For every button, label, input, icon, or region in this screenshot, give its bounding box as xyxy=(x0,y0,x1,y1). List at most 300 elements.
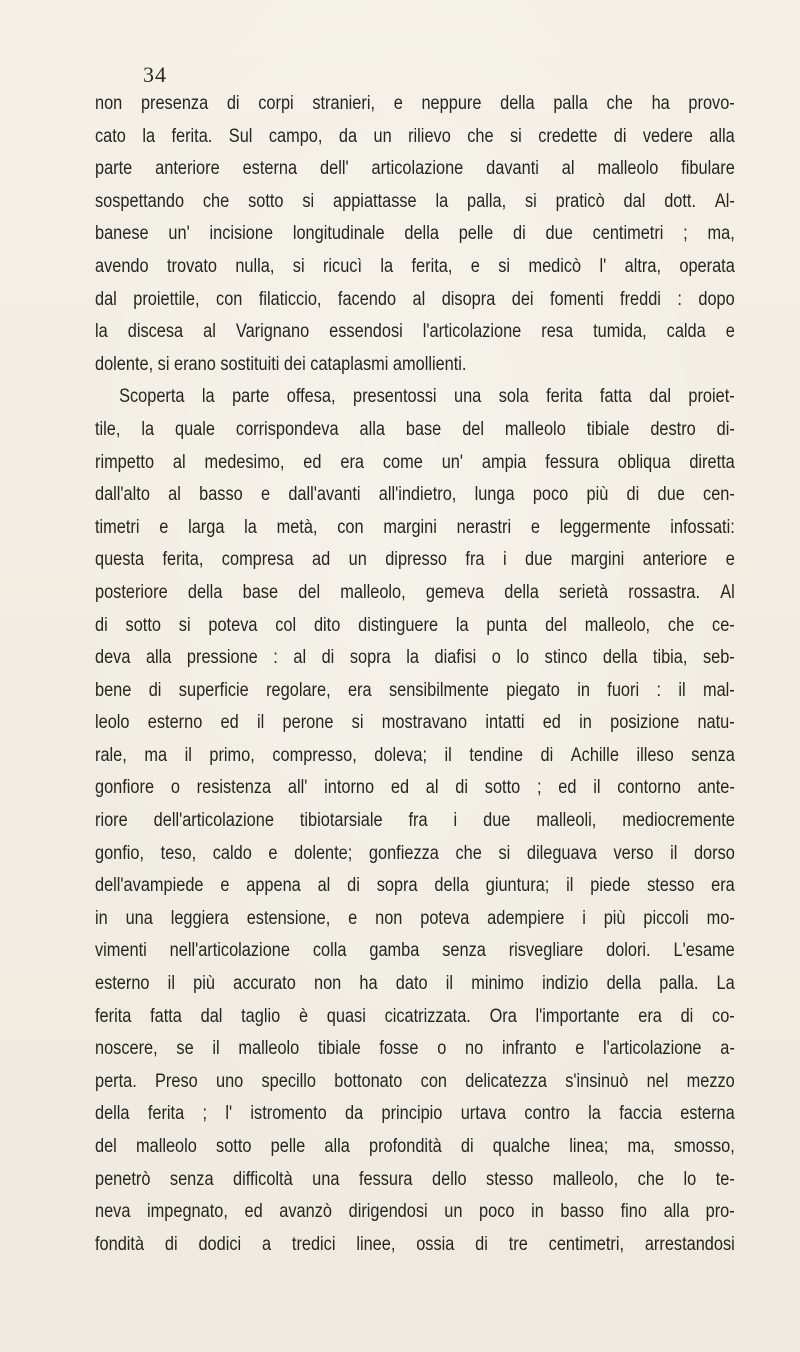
word: sotto xyxy=(216,1136,252,1157)
word: campo, xyxy=(268,125,323,147)
word: esterno xyxy=(147,712,203,734)
word: e xyxy=(470,255,480,277)
word: un xyxy=(444,1201,463,1223)
word: nulla, xyxy=(235,255,275,277)
text-line xyxy=(95,1066,735,1099)
word: sopra xyxy=(349,647,391,669)
word: bene xyxy=(95,679,132,701)
word: di xyxy=(613,125,627,147)
word: di xyxy=(626,484,640,506)
word: noscere, xyxy=(95,1038,158,1060)
word: fondità xyxy=(95,1233,145,1255)
word: da xyxy=(345,1103,364,1125)
word: e xyxy=(530,516,540,538)
text-line xyxy=(95,121,735,154)
word: base xyxy=(405,418,442,440)
word: medicò xyxy=(528,255,582,277)
word: dal xyxy=(623,190,646,212)
word: della xyxy=(606,973,642,995)
word: in xyxy=(577,679,590,701)
word: dall'avanti xyxy=(288,484,361,506)
word: era xyxy=(711,875,735,897)
word: del xyxy=(462,418,485,440)
word: centimetri, xyxy=(548,1233,625,1255)
word: larga xyxy=(188,516,225,538)
word: due xyxy=(545,223,573,245)
word: ferita. xyxy=(171,125,213,147)
word: specillo xyxy=(261,1070,316,1092)
word: in xyxy=(579,712,592,734)
word: taglio xyxy=(241,1005,281,1027)
word: cen- xyxy=(703,484,735,506)
word: vimenti xyxy=(95,940,147,962)
word: del xyxy=(298,581,321,603)
word: dorso xyxy=(693,842,735,864)
text-line xyxy=(95,381,735,414)
word: a- xyxy=(720,1038,735,1060)
word: era xyxy=(340,451,364,473)
word: leggermente xyxy=(559,516,651,538)
word: presenza xyxy=(140,93,209,114)
word: ma, xyxy=(707,223,735,245)
word: la xyxy=(406,647,419,669)
text-line xyxy=(95,903,735,936)
word: avendo xyxy=(95,255,149,277)
word: alla xyxy=(663,1201,690,1223)
word: più xyxy=(193,973,215,995)
word: malleolo, xyxy=(584,614,651,636)
word: lo xyxy=(683,1168,697,1190)
word: al xyxy=(425,777,439,799)
word: base xyxy=(242,581,279,603)
text-line xyxy=(95,577,735,610)
word: basso xyxy=(560,1201,605,1223)
word: perta. xyxy=(95,1070,137,1092)
word: discesa xyxy=(127,321,184,343)
text-line xyxy=(95,88,735,121)
word: verso xyxy=(613,842,654,864)
word: più xyxy=(603,907,626,929)
word: della xyxy=(404,223,439,245)
word: neva xyxy=(95,1201,131,1223)
word: che xyxy=(202,190,230,212)
word: compresso, xyxy=(272,744,357,766)
word: poco xyxy=(479,1201,515,1223)
word: della xyxy=(500,93,535,114)
word: bottonato xyxy=(334,1070,403,1092)
word: si xyxy=(351,712,364,734)
word: senza xyxy=(691,744,735,766)
word: dei xyxy=(511,288,534,310)
word: istromento xyxy=(250,1103,327,1125)
word: malleoli, xyxy=(536,810,597,832)
word: di xyxy=(513,223,526,245)
word: l'articolazione xyxy=(422,321,522,343)
word: ; xyxy=(536,777,542,799)
word: faccia xyxy=(619,1103,662,1125)
word: regolare, xyxy=(266,679,331,701)
word: colla xyxy=(312,940,347,962)
word: margini xyxy=(383,516,437,538)
word: la xyxy=(95,321,108,343)
word: ed xyxy=(244,1201,263,1223)
word: o xyxy=(170,777,180,799)
word: in xyxy=(531,1201,544,1223)
word: era xyxy=(638,1005,662,1027)
word: accurato xyxy=(233,973,296,995)
word: pelle xyxy=(270,1136,306,1157)
word: ha xyxy=(359,973,378,995)
word: un xyxy=(348,549,367,571)
word: cicatrizzata. xyxy=(384,1005,471,1027)
word: dolori. xyxy=(606,940,651,962)
word: stesso xyxy=(647,875,695,897)
word: infossati: xyxy=(670,516,735,538)
body-text xyxy=(95,88,735,1261)
text-line xyxy=(95,805,735,838)
text-line xyxy=(95,447,735,480)
word: di xyxy=(455,777,469,799)
word: l' xyxy=(225,1103,233,1125)
word: vedere xyxy=(642,125,693,147)
word: Achille xyxy=(570,744,619,766)
word: offesa, xyxy=(286,386,336,408)
word: il xyxy=(167,973,175,995)
word: un' xyxy=(168,223,190,245)
word: quale xyxy=(175,418,215,440)
word: della xyxy=(95,1103,130,1125)
word: obliqua xyxy=(617,451,671,473)
word: il xyxy=(212,1038,220,1060)
word: l' xyxy=(599,255,607,277)
word: te- xyxy=(715,1168,735,1190)
word: di xyxy=(148,679,162,701)
word: impegnato, xyxy=(147,1201,228,1223)
word: sensibilmente xyxy=(388,679,489,701)
word: facendo xyxy=(337,288,397,310)
word: disopra xyxy=(441,288,496,310)
word: dodici xyxy=(198,1233,242,1255)
word: dipresso xyxy=(385,549,447,571)
word: o xyxy=(491,647,501,669)
word: ferita xyxy=(95,1005,132,1027)
word: altra, xyxy=(624,255,661,277)
word: fomenti xyxy=(550,288,604,310)
word: tibiotarsiale xyxy=(299,810,383,832)
word: la xyxy=(435,190,449,212)
word: un' xyxy=(441,451,464,473)
word: alla xyxy=(359,418,385,440)
word: Varignano xyxy=(235,321,310,343)
word: di xyxy=(226,93,240,114)
word: banese xyxy=(95,223,149,245)
text-line xyxy=(95,740,735,773)
word: longitudinale xyxy=(292,223,385,245)
word: fatta xyxy=(599,386,632,408)
text-line xyxy=(95,316,735,349)
word: dal xyxy=(200,1005,223,1027)
word: quasi xyxy=(326,1005,366,1027)
word: più xyxy=(586,484,609,506)
word: pressione xyxy=(186,647,258,669)
word: mezzo xyxy=(686,1070,735,1092)
text-line xyxy=(95,479,735,512)
word: dal xyxy=(95,288,117,310)
text-line xyxy=(95,935,735,968)
word: ; xyxy=(683,223,688,245)
word: anteriore xyxy=(155,158,220,180)
word: fuori xyxy=(607,679,640,701)
word: articolazione xyxy=(371,158,464,180)
word: nel xyxy=(646,1070,669,1092)
word: seb- xyxy=(702,647,735,669)
word: linee, xyxy=(356,1233,396,1255)
word: intatti xyxy=(485,712,525,734)
word: rale, xyxy=(95,744,127,766)
word: gonfiezza xyxy=(368,842,439,864)
word: adempiere xyxy=(487,907,565,929)
word: nell'articolazione xyxy=(169,940,290,962)
word: risvegliare xyxy=(508,940,584,962)
word: contorno xyxy=(617,777,681,799)
word: filaticcio, xyxy=(258,288,322,310)
word: difficoltà xyxy=(233,1168,293,1190)
word: dopo xyxy=(698,288,735,310)
word: ha xyxy=(651,93,670,114)
word: del xyxy=(95,1136,117,1157)
word: parte xyxy=(95,158,133,180)
word: fosse xyxy=(379,1038,419,1060)
text-line xyxy=(95,218,735,251)
text-line xyxy=(95,838,735,871)
word: la xyxy=(201,386,215,408)
word: margini xyxy=(570,549,625,571)
word: piede xyxy=(590,875,631,897)
word: il xyxy=(257,712,265,734)
word: la xyxy=(141,418,155,440)
word: davanti xyxy=(486,158,539,180)
word: stinco xyxy=(544,647,588,669)
word: ad xyxy=(311,549,331,571)
word: malleolo xyxy=(597,158,659,180)
word: tile, xyxy=(95,418,121,440)
word: riore xyxy=(95,810,128,832)
word: i xyxy=(502,549,507,571)
word: poteva xyxy=(208,614,258,636)
word: della xyxy=(504,581,539,603)
word: senza xyxy=(442,940,486,962)
word: non xyxy=(375,907,403,929)
word: di xyxy=(540,744,554,766)
word: si xyxy=(302,190,315,212)
word: da xyxy=(338,125,358,147)
word: avanzò xyxy=(279,1201,332,1223)
word: credette xyxy=(538,125,598,147)
word: tendine xyxy=(469,744,523,766)
word: al xyxy=(172,451,186,473)
text-line xyxy=(95,186,735,219)
word: che xyxy=(467,125,494,147)
word: illeso xyxy=(636,744,674,766)
word: fino xyxy=(620,1201,647,1223)
word: a xyxy=(261,1233,272,1255)
word: proiettile, xyxy=(133,288,200,310)
word: mo- xyxy=(706,907,735,929)
word: malleolo xyxy=(504,418,566,440)
word: teso, xyxy=(160,842,197,864)
word: che xyxy=(455,842,482,864)
word: ampia xyxy=(481,451,527,473)
page-number: 34 xyxy=(143,62,167,87)
word: si xyxy=(498,255,511,277)
text-line xyxy=(95,1001,735,1034)
text-line xyxy=(95,1131,735,1164)
word: anteriore xyxy=(642,549,708,571)
word: che xyxy=(667,614,695,636)
word: dello xyxy=(432,1168,467,1190)
word: ma xyxy=(144,744,168,766)
word: e xyxy=(159,516,169,538)
word: poco xyxy=(532,484,569,506)
word: non xyxy=(95,93,123,114)
word: l'importante xyxy=(535,1005,620,1027)
word: esterna xyxy=(680,1103,735,1125)
word: si xyxy=(292,255,305,277)
word: al xyxy=(203,321,216,343)
word: Sul xyxy=(228,125,253,147)
word: serietà xyxy=(558,581,609,603)
word: il xyxy=(593,777,601,799)
word: stesso xyxy=(486,1168,534,1190)
word: medesimo, xyxy=(204,451,285,473)
word: esterna xyxy=(242,158,298,180)
word: con xyxy=(420,1070,447,1092)
word: e xyxy=(725,321,735,343)
word: e xyxy=(220,875,230,897)
word: una xyxy=(125,907,153,929)
word: piccoli xyxy=(643,907,689,929)
word: contro xyxy=(524,1103,570,1125)
word: la xyxy=(455,614,469,636)
word: due xyxy=(657,484,685,506)
word: il xyxy=(184,744,192,766)
word: Preso xyxy=(155,1070,198,1092)
word: rilievo xyxy=(408,125,451,147)
word: smosso, xyxy=(673,1136,735,1157)
text-line xyxy=(95,284,735,317)
word: di xyxy=(475,1233,488,1255)
word: mediocremente xyxy=(622,810,735,832)
word: il xyxy=(444,744,452,766)
word: penetrò xyxy=(95,1168,151,1190)
word: come xyxy=(382,451,423,473)
word: ferita, xyxy=(411,255,453,277)
word: dell'articolazione xyxy=(153,810,274,832)
word: delicatezza xyxy=(465,1070,547,1092)
word: malleolo xyxy=(238,1038,300,1060)
word: dell'avampiede xyxy=(95,875,204,897)
word: trovato xyxy=(166,255,217,277)
word: e xyxy=(348,907,358,929)
word: tibiale xyxy=(317,1038,361,1060)
word: cato xyxy=(95,125,126,147)
word: e xyxy=(393,93,403,114)
word: alla xyxy=(324,1136,350,1157)
word: presentossi xyxy=(352,386,437,408)
word: dolente; xyxy=(294,842,353,864)
word: l'articolazione xyxy=(603,1038,702,1060)
word: praticò xyxy=(555,190,605,212)
word: s'insinuò xyxy=(565,1070,629,1092)
word: estensione, xyxy=(246,907,331,929)
word: ricucì xyxy=(322,255,363,277)
word: sospettando xyxy=(95,190,185,212)
text-line xyxy=(95,772,735,805)
word: i xyxy=(582,907,586,929)
word: deva xyxy=(95,647,131,669)
word: sotto xyxy=(484,777,521,799)
word: e xyxy=(268,842,278,864)
word: parte xyxy=(232,386,270,408)
word: il xyxy=(670,842,678,864)
word: appena xyxy=(246,875,301,897)
text-line xyxy=(95,1229,735,1262)
word: dott. xyxy=(664,190,697,212)
word: e xyxy=(575,1038,585,1060)
word: lunga xyxy=(474,484,515,506)
word: esterno xyxy=(95,973,150,995)
text-line xyxy=(95,512,735,545)
word: posizione xyxy=(610,712,680,734)
word: resistenza xyxy=(196,777,272,799)
word: distinguere xyxy=(358,614,439,636)
word: mal- xyxy=(702,679,735,701)
word: urtava xyxy=(460,1103,507,1125)
word: appiattasse xyxy=(333,190,417,212)
word: giuntura; xyxy=(485,875,550,897)
word: Al xyxy=(720,581,735,603)
word: ferita xyxy=(147,1103,185,1125)
word: dileguava xyxy=(526,842,597,864)
word: la xyxy=(244,516,257,538)
word: : xyxy=(656,679,661,701)
word: al xyxy=(293,647,307,669)
word: pro- xyxy=(705,1201,735,1223)
word: di- xyxy=(716,418,735,440)
word: fessura xyxy=(545,451,599,473)
word: : xyxy=(273,647,278,669)
text-line xyxy=(95,675,735,708)
text-line: dolente, si erano sostituiti dei cataplasmi amollienti. xyxy=(95,353,467,375)
word: incisione xyxy=(209,223,274,245)
word: all'indietro, xyxy=(378,484,457,506)
word: due xyxy=(525,549,553,571)
word: posteriore xyxy=(95,581,168,603)
word: del xyxy=(545,614,567,636)
word: malleolo, xyxy=(552,1168,619,1190)
word: fibulare xyxy=(681,158,735,180)
word: malleolo xyxy=(135,1136,197,1157)
word: ce- xyxy=(712,614,735,636)
word: corrispondeva xyxy=(235,418,339,440)
word: al xyxy=(317,875,331,897)
word: ed xyxy=(220,712,239,734)
word: al xyxy=(561,158,575,180)
word: dall'alto xyxy=(95,484,150,506)
word: compresa xyxy=(221,549,294,571)
word: dell' xyxy=(320,158,349,180)
word: dirigendosi xyxy=(348,1201,428,1223)
